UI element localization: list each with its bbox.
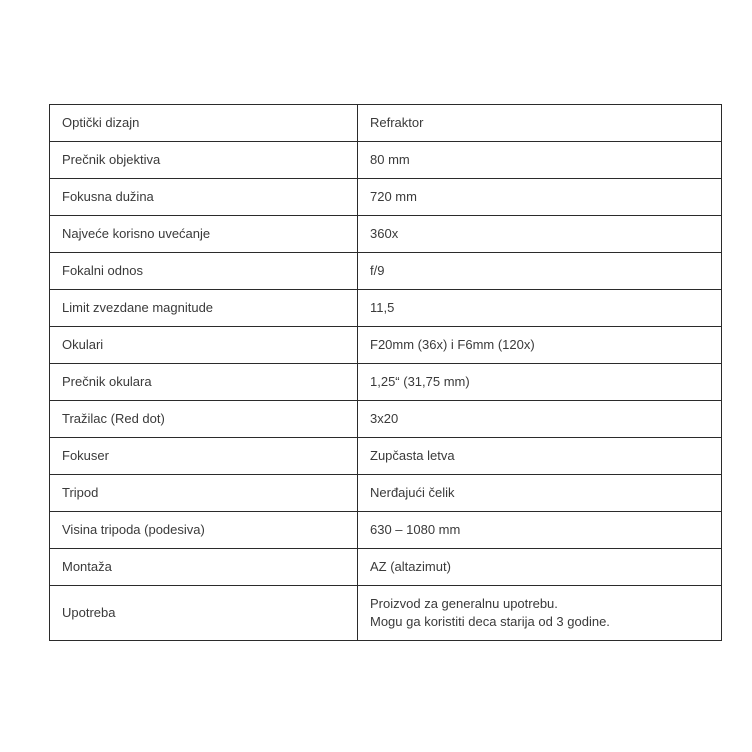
table-row [50,438,722,475]
table-row [50,475,722,512]
spec-label: Najveće korisno uvećanje [50,216,358,253]
spec-value: 1,25“ (31,75 mm) [358,364,722,401]
spec-label: Tripod [50,475,358,512]
table-row [50,216,722,253]
spec-label: Fokalni odnos [50,253,358,290]
table-row [50,179,722,216]
table-row [50,253,722,290]
spec-label: Fokuser [50,438,358,475]
spec-value: Nerđajući čelik [358,475,722,512]
table-row [50,290,722,327]
spec-label: Montaža [50,549,358,586]
spec-value: f/9 [358,253,722,290]
spec-value: 80 mm [358,142,722,179]
spec-value: 720 mm [358,179,722,216]
table-row [50,142,722,179]
spec-value: Refraktor [358,105,722,142]
spec-value [358,586,722,641]
spec-value: F20mm (36x) i F6mm (120x) [358,327,722,364]
spec-label: Optički dizajn [50,105,358,142]
table-row [50,105,722,142]
spec-label: Prečnik objektiva [50,142,358,179]
table-row [50,586,722,641]
spec-value-line: Mogu ga koristiti deca starija od 3 godine. [370,614,610,629]
table-row [50,401,722,438]
table-row [50,512,722,549]
spec-label: Limit zvezdane magnitude [50,290,358,327]
table-row [50,364,722,401]
spec-label: Fokusna dužina [50,179,358,216]
specifications-table [49,104,722,641]
spec-value: 630 – 1080 mm [358,512,722,549]
spec-value-line: Proizvod za generalnu upotrebu. [370,596,558,611]
spec-label: Tražilac (Red dot) [50,401,358,438]
spec-value: AZ (altazimut) [358,549,722,586]
spec-value: 3x20 [358,401,722,438]
spec-label: Okulari [50,327,358,364]
table-row [50,549,722,586]
spec-label: Upotreba [50,586,358,641]
table-row [50,327,722,364]
spec-label: Prečnik okulara [50,364,358,401]
spec-value: 11,5 [358,290,722,327]
spec-value: 360x [358,216,722,253]
spec-label: Visina tripoda (podesiva) [50,512,358,549]
spec-value: Zupčasta letva [358,438,722,475]
